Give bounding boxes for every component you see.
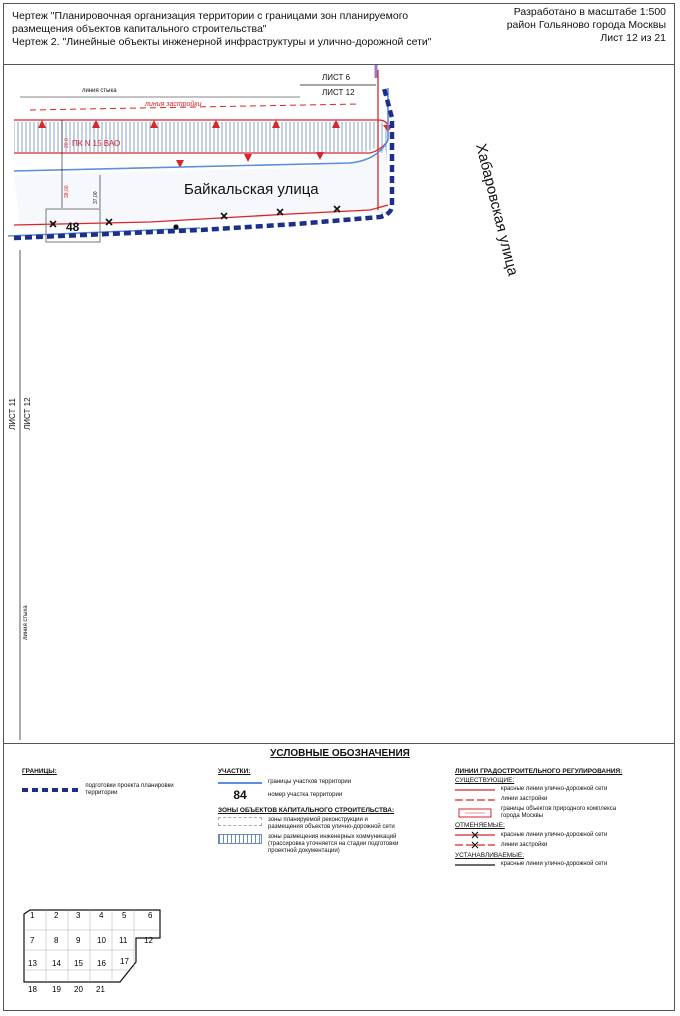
baikalskaya-street-label: Байкальская улица [184,181,319,198]
legend-title: УСЛОВНЫЕ ОБОЗНАЧЕНИЯ [270,748,410,759]
index-cell: 11 [119,936,128,945]
cancelled-building-swatch [455,841,495,849]
drawing-title-line1: Чертеж "Планировочная организация территории с границами зон планируемого [12,10,409,22]
index-cell: 18 [28,985,37,994]
zones-item1: зоны планируемой реконструкции и размещения объектов улично-дорожной сети [268,817,395,830]
cancelled-heading: ОТМЕНЯЕМЫЕ: [455,822,505,829]
existing-red: красные линии улично-дорожной сети [501,786,608,792]
parcels-heading: УЧАСТКИ: [218,768,251,775]
scale-text: Разработано в масштабе 1:500 [513,6,666,18]
existing-red-swatch [455,787,495,793]
existing-building-swatch [455,797,495,803]
parcel-sample-number: 84 [233,788,247,802]
sheet12-left-label: ЛИСТ 12 [23,397,32,430]
borders-heading: ГРАНИЦЫ: [22,768,57,775]
established-red: красные линии улично-дорожной сети [501,861,608,867]
parcels-border: границы участков территории [268,779,352,785]
existing-nature: границы объектов природного комплекса города Москвы [501,806,617,819]
index-cell: 17 [120,957,129,966]
index-cell: 16 [97,959,106,968]
lines-heading: ЛИНИИ ГРАДОСТРОИТЕЛЬНОГО РЕГУЛИРОВАНИЯ: [455,768,623,775]
junction-line-top: линия стыка [82,88,117,94]
legend-parcels [218,768,408,855]
parcels-number: номер участка территории [268,792,343,798]
index-cell: 20 [74,985,83,994]
dimension-b: 38,00 [64,185,70,198]
khabarovskaya-street-label: Хабаровская улица [472,141,522,278]
nature-border-swatch [455,808,495,818]
legend-separator [3,743,675,744]
map-drawing [0,65,680,743]
sheet11-label: ЛИСТ 11 [8,398,17,430]
index-cell: 6 [148,911,153,920]
cancelled-building: линии застройки [501,841,548,848]
legend-borders [22,768,202,797]
existing-building: линии застройки [501,796,548,802]
reconstruction-zone-swatch [218,817,262,826]
boundary-swatch [22,787,79,793]
junction-line-left: линия стыка [23,605,29,640]
index-cell: 10 [97,936,106,945]
pk-label: ПК N 15 ВАО [72,139,121,148]
parcel-number: 48 [66,220,80,234]
drawing-title-line2: размещения объектов капитального строительства" [12,23,267,35]
index-cell: 3 [76,911,81,920]
index-cell: 7 [30,936,35,945]
index-cell: 2 [54,911,59,920]
boundary-node [173,224,178,229]
index-cell: 12 [144,936,153,945]
index-cell: 9 [76,936,81,945]
index-cell: 21 [96,985,105,994]
sheet12-top-label: ЛИСТ 12 [322,88,355,97]
existing-heading: СУЩЕСТВУЮЩИЕ: [455,777,515,784]
sheet6-label: ЛИСТ 6 [322,73,351,82]
zones-item2: зоны размещения инженерных коммуникаций (трассировка уточняется на стадии подготовки проектной документации) [268,834,399,854]
index-cell: 19 [52,985,61,994]
index-cell: 4 [99,911,104,920]
parcel-border-swatch [218,780,262,786]
dimension-c: 37,00 [93,191,99,204]
zones-heading: ЗОНЫ ОБЪЕКТОВ КАПИТАЛЬНОГО СТРОИТЕЛЬСТВА: [218,807,395,814]
dimension-a: 20,0 [64,138,70,148]
index-cell: 5 [122,911,127,920]
sheet-index-map [20,900,170,1000]
index-cell: 13 [28,959,37,968]
building-line-label: линия застройки [145,101,202,108]
cancelled-red-swatch [455,831,495,839]
sheet-info [466,6,666,45]
borders-item: подготовки проекта планировки территории [85,783,174,796]
drawing-title [12,10,482,49]
drawing-title-line3: Чертеж 2. "Линейные объекты инженерной инфраструктуры и улично-дорожной сети" [12,36,432,48]
index-cell: 1 [30,911,35,920]
sheet-number: Лист 12 из 21 [600,32,666,44]
cancelled-red: красные линии улично-дорожной сети [501,831,608,838]
established-red-swatch [455,862,495,868]
legend-regulation-lines [455,768,655,868]
district-text: район Гольяново города Москвы [506,19,666,31]
index-cell: 8 [54,936,59,945]
utility-zone-swatch [218,834,262,844]
sheet-index-grid [20,900,170,995]
index-cell: 15 [74,959,83,968]
index-cell: 14 [52,959,61,968]
established-heading: УСТАНАВЛИВАЕМЫЕ: [455,852,525,859]
